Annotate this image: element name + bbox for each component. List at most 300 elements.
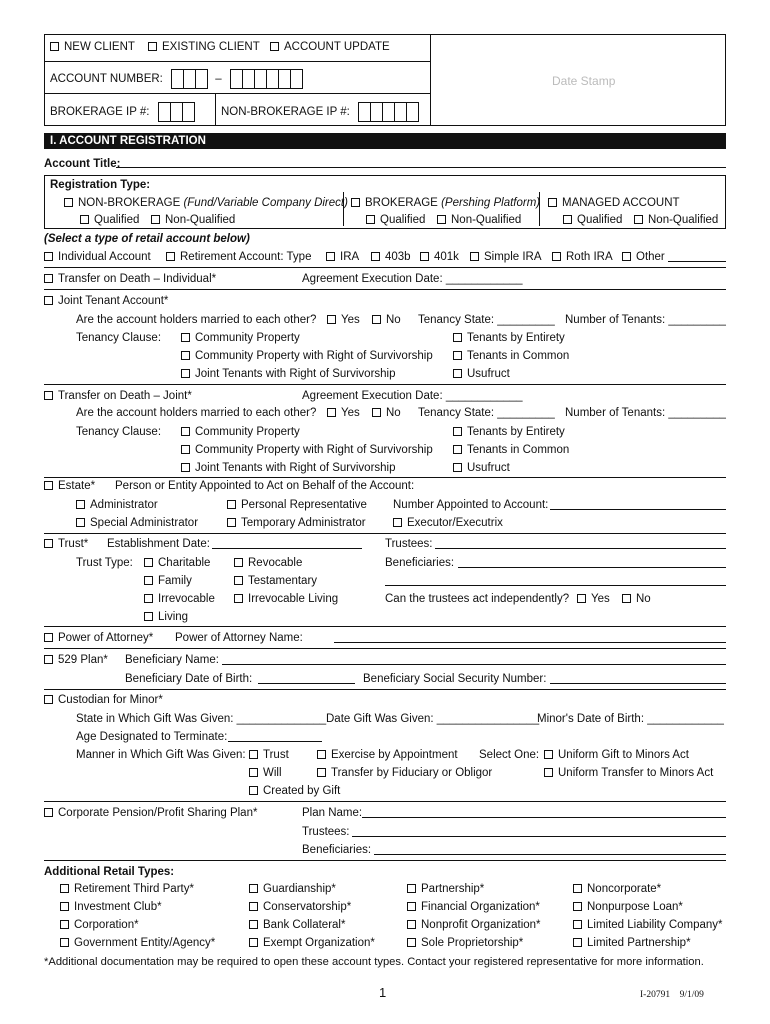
tj-tenants-common-checkbox[interactable] [453,445,462,454]
individual-account-checkbox[interactable] [44,252,53,261]
irrevocable-living-checkbox[interactable] [234,594,243,603]
401k-checkbox[interactable] [420,252,429,261]
revocable-checkbox[interactable] [234,558,243,567]
beneficiary-ssn-field[interactable] [550,673,726,684]
corp-pension-label: Corporate Pension/Profit Sharing Plan* [58,807,258,819]
plan-beneficiaries-field[interactable] [374,844,726,855]
401k-option[interactable] [420,250,459,264]
created-gift-option[interactable] [249,784,340,798]
br-qualified-option[interactable] [366,213,425,227]
trust-option[interactable] [44,537,88,551]
jt-usufruct-option[interactable] [453,367,510,381]
uniform-transfer-option[interactable] [544,766,713,780]
additional-item-exempt-organization[interactable] [249,936,375,950]
other-label: Other [636,251,665,263]
header-row-line-1 [44,61,430,62]
brokerage-checkbox[interactable] [351,198,360,207]
jt-number-tenants[interactable]: Number of Tenants: _________ [565,314,726,326]
independent-yes-checkbox[interactable] [577,594,586,603]
tj-married-no-option[interactable] [372,406,401,420]
ma-qualified-option[interactable] [563,213,622,227]
row-sep-10 [44,860,726,861]
jt-community-property-ros-checkbox[interactable] [181,351,190,360]
special-admin-option[interactable] [76,516,198,530]
jt-usufruct-checkbox[interactable] [453,369,462,378]
beneficiary-name-label: Beneficiary Name: [125,654,219,666]
select-type-note: (Select a type of retail account below) [44,233,250,245]
account-number-label: ACCOUNT NUMBER: [50,73,163,85]
trustees-field[interactable] [435,538,726,549]
minor-dob-field[interactable]: Minor's Date of Birth: ____________ [537,713,724,725]
other-field[interactable] [668,251,726,262]
nb-non-qualified-label: Non-Qualified [165,214,236,226]
label: Conservatorship* [263,901,352,913]
br-qualified-label: Qualified [380,214,426,226]
estate-checkbox[interactable] [44,481,53,490]
irrevocable-label: Irrevocable [158,593,215,605]
poa-checkbox[interactable] [44,633,53,642]
account-title-label: Account Title: [44,158,121,170]
created-gift-checkbox[interactable] [249,786,258,795]
simple-ira-option[interactable] [470,250,542,264]
checkbox[interactable] [407,938,416,947]
temp-admin-checkbox[interactable] [227,518,236,527]
revocable-option[interactable] [234,556,302,570]
jt-community-property-label: Community Property [195,332,300,344]
plan529-option[interactable] [44,653,108,667]
testamentary-checkbox[interactable] [234,576,243,585]
establishment-date-label: Establishment Date: [107,538,210,550]
living-checkbox[interactable] [144,612,153,621]
personal-rep-option[interactable] [227,498,367,512]
poa-name-field[interactable] [334,632,726,643]
tj-usufruct-checkbox[interactable] [453,463,462,472]
label: Partnership* [421,883,485,895]
temp-admin-option[interactable] [227,516,366,530]
joint-tenant-label: Joint Tenant Account* [58,295,169,307]
num-appointed-field[interactable] [550,499,726,510]
personal-rep-checkbox[interactable] [227,500,236,509]
simple-ira-checkbox[interactable] [470,252,479,261]
label: Sole Proprietorship* [421,937,524,949]
beneficiary-name-field[interactable] [222,654,726,665]
checkbox[interactable] [573,938,582,947]
uniform-gift-option[interactable] [544,748,689,762]
new-client-label: NEW CLIENT [64,41,135,53]
additional-item-nonprofit-organization[interactable] [407,918,541,932]
administrator-checkbox[interactable] [76,500,85,509]
label: Limited Partnership* [587,937,691,949]
jt-tenants-common-checkbox[interactable] [453,351,462,360]
label: Corporation* [74,919,139,931]
label: Investment Club* [74,901,162,913]
retirement-account-checkbox[interactable] [166,252,175,261]
date-gift-field[interactable]: Date Gift Was Given: ________________ [326,713,540,725]
checkbox[interactable] [573,920,582,929]
jt-tenants-entirety-label: Tenants by Entirety [467,332,565,344]
plan529-label: 529 Plan* [58,654,108,666]
trust-checkbox[interactable] [44,539,53,548]
nb-qualified-option[interactable] [80,213,139,227]
uniform-gift-checkbox[interactable] [544,750,553,759]
estate-option[interactable] [44,479,95,493]
independent-yes-option[interactable] [577,592,610,606]
tj-tenants-common-label: Tenants in Common [467,444,570,456]
checkbox[interactable] [573,902,582,911]
jt-married-no-option[interactable] [372,313,401,327]
tj-usufruct-option[interactable] [453,461,510,475]
checkbox[interactable] [573,884,582,893]
beneficiaries-field-2[interactable] [385,575,726,586]
additional-types-title: Additional Retail Types: [44,866,175,878]
row-sep-4 [44,477,726,478]
tod-joint-option[interactable] [44,389,192,403]
non-brokerage-ip-boxes[interactable] [359,102,419,126]
special-admin-checkbox[interactable] [76,518,85,527]
plan-trustees-field[interactable] [352,826,726,837]
independent-no-checkbox[interactable] [622,594,631,603]
joint-tenant-option[interactable] [44,294,168,308]
estate-label: Estate* [58,480,96,492]
charitable-option[interactable] [144,556,210,570]
trust-type-label: Trust Type: [76,557,133,569]
checkbox[interactable] [60,938,69,947]
administrator-option[interactable] [76,498,158,512]
living-option[interactable] [144,610,188,624]
brokerage-ip-label: BROKERAGE IP #: [50,106,150,118]
individual-account-option[interactable] [44,250,151,264]
corp-pension-checkbox[interactable] [44,808,53,817]
num-appointed-label: Number Appointed to Account: [393,499,549,511]
family-label: Family [158,575,192,587]
br-non-qualified-label: Non-Qualified [451,214,522,226]
tj-married-yes-option[interactable] [327,406,360,420]
additional-item-guardianship[interactable] [249,882,336,896]
tj-community-property-option[interactable] [181,425,300,439]
tj-number-tenants[interactable]: Number of Tenants: _________ [565,407,726,419]
tod-individual-agreement-date[interactable]: Agreement Execution Date: ____________ [302,273,523,285]
additional-item-noncorporate[interactable] [573,882,661,896]
tj-tenancy-state[interactable]: Tenancy State: _________ [418,407,555,419]
label: Guardianship* [263,883,336,895]
tj-usufruct-label: Usufruct [467,462,510,474]
form-id: I-20791 9/1/09 [640,990,704,1000]
ma-non-qualified-checkbox[interactable] [634,215,643,224]
ma-qualified-checkbox[interactable] [563,215,572,224]
jt-community-property-checkbox[interactable] [181,333,190,342]
checkbox[interactable] [249,920,258,929]
tod-individual-label: Transfer on Death – Individual* [58,273,217,285]
checkbox[interactable] [249,902,258,911]
account-number-row [50,69,303,93]
other-checkbox[interactable] [622,252,631,261]
ira-label: IRA [340,251,360,263]
brokerage-label: BROKERAGE [365,197,438,209]
age-terminate-field[interactable] [228,731,322,742]
nb-non-qualified-option[interactable] [151,213,235,227]
state-gift-field[interactable]: State in Which Gift Was Given: ______________ [76,713,327,725]
tod-joint-checkbox[interactable] [44,391,53,400]
tj-married-no-label: No [386,407,401,419]
charitable-label: Charitable [158,557,211,569]
plan-beneficiaries-label: Beneficiaries: [302,844,372,856]
new-client-option[interactable] [50,40,135,54]
documentation-note: *Additional documentation may be required to open these account types. Contact your registered representative for more information. [44,956,704,968]
tj-married-yes-checkbox[interactable] [327,408,336,417]
exercise-appt-option[interactable] [317,748,458,762]
non-brokerage-label: NON-BROKERAGE [78,197,181,209]
brokerage-option[interactable] [351,196,540,210]
br-non-qualified-checkbox[interactable] [437,215,446,224]
additional-item-retirement-third-party[interactable] [60,882,194,896]
checkbox[interactable] [60,884,69,893]
beneficiaries-label: Beneficiaries: [385,557,455,569]
managed-account-checkbox[interactable] [548,198,557,207]
account-number-prefix-boxes[interactable] [172,69,208,93]
testamentary-option[interactable] [234,574,317,588]
ira-option[interactable] [326,250,359,264]
tj-married-no-checkbox[interactable] [372,408,381,417]
checkbox[interactable] [407,920,416,929]
uniform-transfer-checkbox[interactable] [544,768,553,777]
irrevocable-checkbox[interactable] [144,594,153,603]
roth-ira-checkbox[interactable] [552,252,561,261]
nb-qualified-checkbox[interactable] [80,215,89,224]
jt-married-yes-label: Yes [341,314,360,326]
custodian-label: Custodian for Minor* [58,694,163,706]
403b-label: 403b [385,251,411,263]
tod-individual-checkbox[interactable] [44,274,53,283]
beneficiary-dob-label: Beneficiary Date of Birth: [125,673,253,685]
additional-item-sole-proprietorship[interactable] [407,936,523,950]
existing-client-checkbox[interactable] [148,42,157,51]
checkbox[interactable] [249,884,258,893]
gift-trust-label: Trust [263,749,289,761]
jt-married-yes-option[interactable] [327,313,360,327]
beneficiaries-field[interactable] [458,557,726,568]
additional-item-partnership[interactable] [407,882,484,896]
executor-checkbox[interactable] [393,518,402,527]
row-sep-2 [44,289,726,290]
uniform-gift-label: Uniform Gift to Minors Act [558,749,690,761]
personal-rep-label: Personal Representative [241,499,367,511]
tod-individual-option[interactable] [44,272,216,286]
403b-option[interactable] [371,250,411,264]
non-brokerage-ip-label: NON-BROKERAGE IP #: [221,106,350,118]
label: Limited Liability Company* [587,919,723,931]
roth-ira-option[interactable] [552,250,613,264]
row-sep-6 [44,626,726,627]
brokerage-ip-boxes[interactable] [159,102,195,126]
individual-account-label: Individual Account [58,251,151,263]
account-update-checkbox[interactable] [270,42,279,51]
plan529-checkbox[interactable] [44,655,53,664]
will-option[interactable] [249,766,282,780]
jt-married-question: Are the account holders married to each other? [76,314,317,326]
retirement-account-option[interactable] [166,250,311,264]
family-checkbox[interactable] [144,576,153,585]
other-option[interactable] [622,250,665,264]
joint-tenant-checkbox[interactable] [44,296,53,305]
checkbox[interactable] [60,902,69,911]
non-brokerage-ip-row [221,102,419,126]
transfer-fiduciary-label: Transfer by Fiduciary or Obligor [331,767,493,779]
custodian-checkbox[interactable] [44,695,53,704]
tj-community-property-ros-option[interactable] [181,443,433,457]
brokerage-sub: (Pershing Platform) [441,197,541,209]
jt-usufruct-label: Usufruct [467,368,510,380]
tj-tenants-entirety-option[interactable] [453,425,565,439]
irrevocable-option[interactable] [144,592,215,606]
jt-tenants-entirety-checkbox[interactable] [453,333,462,342]
executor-option[interactable] [393,516,503,530]
section-title: I. ACCOUNT REGISTRATION [50,135,206,147]
irrevocable-living-label: Irrevocable Living [248,593,339,605]
tj-tenants-common-option[interactable] [453,443,569,457]
additional-item-nonpurpose-loan[interactable] [573,900,683,914]
plan-name-label: Plan Name: [302,807,363,819]
tj-joint-tenants-ros-option[interactable] [181,461,396,475]
additional-item-investment-club[interactable] [60,900,162,914]
transfer-fiduciary-checkbox[interactable] [317,768,326,777]
tj-community-property-checkbox[interactable] [181,427,190,436]
independent-no-option[interactable] [622,592,651,606]
row-sep-9 [44,801,726,802]
jt-married-no-label: No [386,314,401,326]
checkbox[interactable] [249,938,258,947]
account-title-field[interactable] [116,157,726,168]
tod-joint-label: Transfer on Death – Joint* [58,390,192,402]
irrevocable-living-option[interactable] [234,592,338,606]
jt-community-property-ros-option[interactable] [181,349,433,363]
gift-trust-option[interactable] [249,748,289,762]
charitable-checkbox[interactable] [144,558,153,567]
family-option[interactable] [144,574,192,588]
jt-joint-tenants-ros-option[interactable] [181,367,396,381]
uniform-transfer-label: Uniform Transfer to Minors Act [558,767,714,779]
registration-type-label: Registration Type: [50,179,151,191]
custodian-option[interactable] [44,693,163,707]
additional-item-llc[interactable] [573,918,723,932]
transfer-fiduciary-option[interactable] [317,766,492,780]
tj-community-property-ros-label: Community Property with Right of Survivorship [195,444,433,456]
tj-married-yes-label: Yes [341,407,360,419]
tj-joint-tenants-ros-checkbox[interactable] [181,463,190,472]
checkbox[interactable] [60,920,69,929]
jt-joint-tenants-ros-label: Joint Tenants with Right of Survivorship [195,368,396,380]
account-update-option[interactable] [270,40,390,54]
estate-person-label: Person or Entity Appointed to Act on Behalf of the Account: [115,480,415,492]
tj-tenants-entirety-checkbox[interactable] [453,427,462,436]
corp-pension-option[interactable] [44,806,257,820]
beneficiary-dob-field[interactable] [258,673,355,684]
non-brokerage-checkbox[interactable] [64,198,73,207]
gift-trust-checkbox[interactable] [249,750,258,759]
jt-tenants-entirety-option[interactable] [453,331,565,345]
establishment-date-field[interactable] [212,538,362,549]
jt-married-no-checkbox[interactable] [372,315,381,324]
additional-item-corporation[interactable] [60,918,139,932]
additional-item-conservatorship[interactable] [249,900,351,914]
beneficiary-ssn-label: Beneficiary Social Security Number: [363,673,547,685]
retirement-account-label: Retirement Account: Type [180,251,312,263]
ira-checkbox[interactable] [326,252,335,261]
additional-item-bank-collateral[interactable] [249,918,345,932]
ma-non-qualified-option[interactable] [634,213,718,227]
account-number-suffix-boxes[interactable] [231,69,303,93]
poa-name-label: Power of Attorney Name: [175,632,303,644]
label: Government Entity/Agency* [74,937,216,949]
trustees-independent-question: Can the trustees act independently? [385,593,570,605]
non-brokerage-sub: (Fund/Variable Company Direct) [183,197,348,209]
jt-tenants-common-option[interactable] [453,349,569,363]
living-label: Living [158,611,189,623]
row-sep-3 [44,384,726,385]
nb-qualified-label: Qualified [94,214,140,226]
label: Nonprofit Organization* [421,919,541,931]
manner-gift-label: Manner in Which Gift Was Given: [76,749,246,761]
label: Exempt Organization* [263,937,375,949]
br-non-qualified-option[interactable] [437,213,521,227]
checkbox[interactable] [407,884,416,893]
jt-tenancy-state[interactable]: Tenancy State: _________ [418,314,555,326]
jt-married-yes-checkbox[interactable] [327,315,336,324]
trustees-label: Trustees: [385,538,433,550]
header-divider [430,34,431,126]
header-ip-divider [215,93,216,126]
additional-item-government-entity[interactable] [60,936,215,950]
header-row-line-2 [44,93,430,94]
independent-no-label: No [636,593,651,605]
date-stamp-label: Date Stamp [552,74,616,88]
executor-label: Executor/Executrix [407,517,503,529]
tj-joint-tenants-ros-label: Joint Tenants with Right of Survivorship [195,462,396,474]
temp-admin-label: Temporary Administrator [241,517,366,529]
plan-name-field[interactable] [362,807,726,818]
administrator-label: Administrator [90,499,158,511]
403b-checkbox[interactable] [371,252,380,261]
checkbox[interactable] [407,902,416,911]
additional-item-limited-partnership[interactable] [573,936,691,950]
plan-trustees-label: Trustees: [302,826,350,838]
row-sep-8 [44,689,726,690]
managed-account-option[interactable] [548,196,680,210]
will-checkbox[interactable] [249,768,258,777]
nb-non-qualified-checkbox[interactable] [151,215,160,224]
tod-joint-agreement-date[interactable]: Agreement Execution Date: ____________ [302,390,523,402]
poa-option[interactable] [44,631,153,645]
jt-joint-tenants-ros-checkbox[interactable] [181,369,190,378]
tj-community-property-label: Community Property [195,426,300,438]
label: Financial Organization* [421,901,540,913]
existing-client-option[interactable] [148,40,260,54]
label: Retirement Third Party* [74,883,194,895]
ma-qualified-label: Qualified [577,214,623,226]
revocable-label: Revocable [248,557,303,569]
tj-community-property-ros-checkbox[interactable] [181,445,190,454]
tj-tenants-entirety-label: Tenants by Entirety [467,426,565,438]
jt-community-property-option[interactable] [181,331,300,345]
brokerage-ip-row [50,102,195,126]
select-one-label: Select One: [479,749,540,761]
br-qualified-checkbox[interactable] [366,215,375,224]
new-client-checkbox[interactable] [50,42,59,51]
non-brokerage-option[interactable] [64,196,348,210]
age-terminate-label: Age Designated to Terminate: [76,731,228,743]
additional-item-financial-organization[interactable] [407,900,540,914]
trust-label: Trust* [58,538,89,550]
exercise-appt-checkbox[interactable] [317,750,326,759]
